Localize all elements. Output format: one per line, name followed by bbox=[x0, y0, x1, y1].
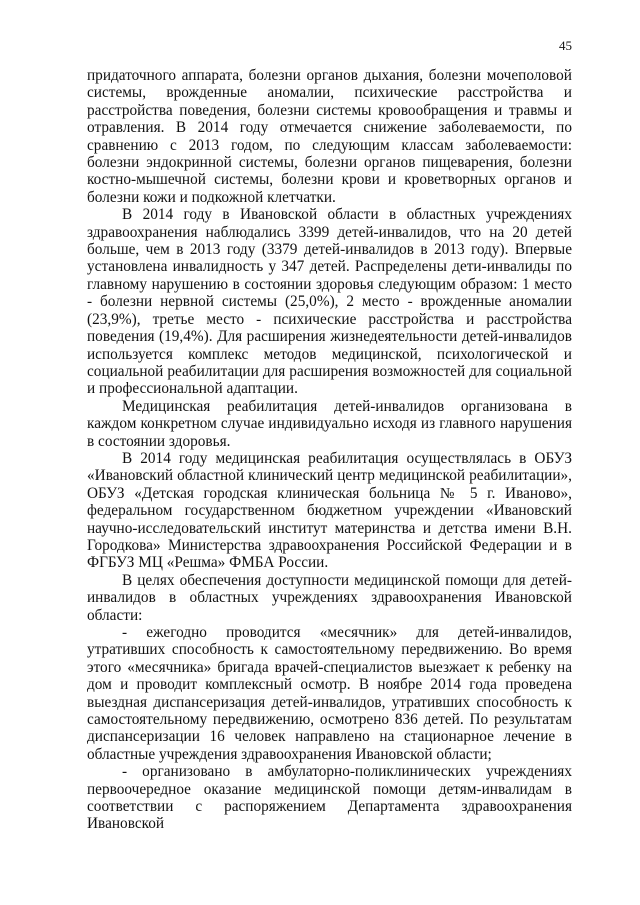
paragraph-3: Медицинская реабилитация детей-инвалидов организована в каждом конкретном случае индивидуально исходя из главного нарушения в состоянии здоровья. bbox=[87, 397, 572, 450]
paragraph-7: - организовано в амбулаторно-поликлинических учреждениях первоочередное оказание медицинской помощи детям-инвалидам в соответствии с распоряжением Департамента здравоохранения Ивановской bbox=[87, 763, 572, 833]
paragraph-4: В 2014 году медицинская реабилитация осуществлялась в ОБУЗ «Ивановский областной клинический центр медицинской реабилитации», ОБУЗ «Детская городская клиническая больница № 5 г. Иваново», федеральном государственном бюджетном учреждении «Ивановский научно-исследовательский институт материнства и детства имени В.Н. Городкова» Министерства здравоохранения Российской Федерации и в ФГБУЗ МЦ «Решма» ФМБА России. bbox=[87, 449, 572, 572]
body-text bbox=[87, 67, 572, 833]
paragraph-1: придаточного аппарата, болезни органов дыхания, болезни мочеполовой системы, врожденные аномалии, психические расстройства и расстройства поведения, болезни системы кровообращения и травмы и отравления. В 2014 году отмечается снижение заболеваемости, по сравнению с 2013 годом, по следующим классам заболеваемости: болезни эндокринной системы, болезни органов пищеварения, болезни костно-мышечной системы, болезни крови и кроветворных органов и болезни кожи и подкожной клетчатки. bbox=[87, 67, 572, 206]
paragraph-5: В целях обеспечения доступности медицинской помощи для детей-инвалидов в областных учреждениях здравоохранения Ивановской области: bbox=[87, 571, 572, 624]
page-number: 45 bbox=[559, 38, 572, 53]
paragraph-6: - ежегодно проводится «месячник» для детей-инвалидов, утративших способность к самостоятельному передвижению. Во время этого «месячника» бригада врачей-специалистов выезжает к ребенку на дом и проводит комплексный осмотр. В ноябре 2014 года проведена выездная диспансеризация детей-инвалидов, утративших способность к самостоятельному передвижению, осмотрено 836 детей. По результатам диспансеризации 16 человек направлено на стационарное лечение в областные учреждения здравоохранения Ивановской области; bbox=[87, 624, 572, 763]
paragraph-2: В 2014 году в Ивановской области в областных учреждениях здравоохранения наблюдались 3399 детей-инвалидов, что на 20 детей больше, чем в 2013 году (3379 детей-инвалидов в 2013 году). Впервые установлена инвалидность у 347 детей. Распределены дети-инвалиды по главному нарушению в состоянии здоровья следующим образом: 1 место - болезни нервной системы (25,0%), 2 место - врожденные аномалии (23,9%), третье место - психические расстройства и расстройства поведения (19,4%). Для расширения жизнедеятельности детей-инвалидов используется комплекс методов медицинской, психологической и социальной реабилитации для расширения возможностей для социальной и профессиональной адаптации. bbox=[87, 206, 572, 398]
